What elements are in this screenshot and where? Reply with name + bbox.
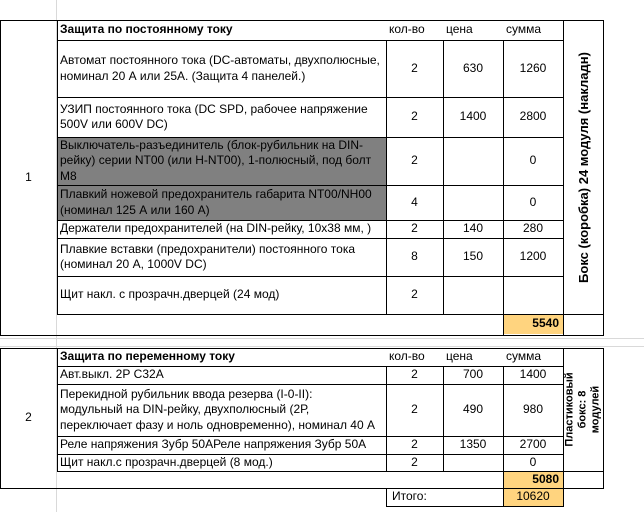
item-name: Автомат постоянного тока (DC-автоматы, двухполюсные, номинал 20 А или 25А. (Защита 4 панелей.): [60, 53, 380, 83]
sum-header: сумма: [506, 349, 542, 364]
item-price: [443, 454, 503, 471]
item-qty: 2: [411, 454, 418, 469]
item-name-highlighted: Плавкий ножевой предохранитель габарита NT00/NH00 (номинал 125 А или 160 А): [57, 185, 386, 220]
border: [57, 97, 563, 98]
item-price: [443, 137, 503, 185]
border: [57, 471, 604, 472]
border: [386, 506, 563, 507]
border: [57, 436, 563, 437]
item-sum: 0: [529, 194, 537, 209]
border: [0, 335, 604, 336]
item-name: Авт.выкл. 2Р С32А: [60, 367, 164, 382]
section-number: 2: [25, 410, 32, 425]
border: [0, 20, 604, 21]
item-name-highlighted: Выключатель-разъединитель (блок-рубильник на DIN- рейку) серии NT00 (или H-NT00), 1-полюсный, под болт М8: [57, 137, 386, 185]
item-price: [443, 276, 503, 314]
border: [57, 137, 563, 138]
item-qty: 8: [411, 249, 418, 264]
grand-total-label: Итого:: [392, 489, 427, 504]
border: [0, 348, 604, 349]
item-price: 140: [462, 221, 484, 236]
border: [57, 454, 563, 455]
sum-header: сумма: [506, 22, 542, 37]
item-sum: 0: [529, 153, 537, 168]
item-sum: 1260: [519, 60, 547, 75]
border: [57, 238, 563, 239]
item-name: Держатели предохранителей (на DIN-рейку, 10х38 мм, ): [60, 221, 372, 236]
item-price: 630: [462, 60, 484, 75]
border: [0, 20, 1, 336]
item-name: Щит накл. с прозрачн.дверцей (24 мод): [60, 287, 280, 302]
border: [503, 366, 504, 507]
item-name: Реле напряжения Зубр 50АРеле напряжения Зубр 50А: [60, 437, 367, 452]
qty-header: кол-во: [389, 22, 425, 37]
border: [386, 488, 387, 507]
item-qty: 2: [411, 402, 418, 417]
border: [603, 20, 604, 336]
item-name: Щит накл.с прозрачн.дверцей (8 мод.): [60, 454, 273, 469]
price-header: цена: [446, 349, 473, 364]
border: [603, 348, 604, 489]
border: [57, 348, 58, 471]
qty-header: кол-во: [389, 349, 425, 364]
item-sum: 2800: [519, 109, 547, 124]
section-number: 1: [25, 170, 32, 185]
border: [443, 366, 444, 471]
item-price: 700: [462, 367, 484, 382]
section-total: 5080: [503, 471, 563, 488]
border: [57, 40, 563, 41]
item-qty: 2: [411, 437, 418, 452]
section-title: Защита по постоянному току: [60, 22, 233, 37]
item-sum: 2700: [519, 437, 547, 452]
item-price: [443, 185, 503, 220]
item-qty: 2: [411, 60, 418, 75]
side-label: [563, 348, 604, 471]
gridline: [0, 346, 644, 347]
item-qty: 2: [411, 153, 418, 168]
item-qty: 2: [411, 287, 418, 302]
item-qty: 4: [411, 194, 418, 209]
border: [503, 40, 504, 335]
border: [386, 40, 387, 314]
border: [57, 366, 563, 367]
border: [0, 488, 604, 489]
border: [57, 20, 58, 314]
item-qty: 2: [411, 109, 418, 124]
item-qty: 2: [411, 221, 418, 236]
border: [57, 384, 563, 385]
border: [57, 220, 563, 221]
side-label-text: Пластиковый бокс: 8 модулей: [564, 372, 602, 447]
border: [57, 276, 563, 277]
item-price: 150: [462, 249, 484, 264]
item-sum: 1400: [519, 367, 547, 382]
item-price: 490: [462, 402, 484, 417]
item-sum: 1200: [519, 249, 547, 264]
item-sum: 0: [529, 454, 537, 469]
item-qty: 2: [411, 367, 418, 382]
border: [386, 366, 387, 471]
grand-total-value: 10620: [503, 488, 563, 506]
border: [57, 314, 604, 315]
border: [57, 185, 563, 186]
border: [0, 348, 1, 489]
item-sum: [503, 276, 563, 314]
section-total: 5540: [503, 314, 563, 334]
item-name: УЗИП постоянного тока (DC SPD, рабочее напряжение 500V или 600V DC): [60, 101, 368, 131]
item-name: Перекидной рубильник ввода резерва (I-0-II): модульный на DIN-рейку, двухполюсный (2Р, переключает фазу и ноль одновременно), номинал 40 А: [60, 386, 375, 432]
item-name: Плавкие вставки (предохранители) постоянного тока (номинал 20 А, 1000V DC): [60, 241, 356, 271]
side-label-text: Бокс (коробка) 24 модуля (накладн): [576, 51, 591, 283]
price-header: цена: [446, 22, 473, 37]
side-label: [563, 20, 604, 314]
gridline: [0, 338, 644, 339]
item-sum: 280: [522, 221, 544, 236]
item-price: 1400: [459, 109, 487, 124]
border: [443, 40, 444, 314]
item-sum: 980: [522, 402, 544, 417]
section-title: Защита по переменному току: [60, 349, 235, 364]
border: [563, 20, 564, 335]
item-price: 1350: [459, 437, 487, 452]
border: [563, 348, 564, 507]
